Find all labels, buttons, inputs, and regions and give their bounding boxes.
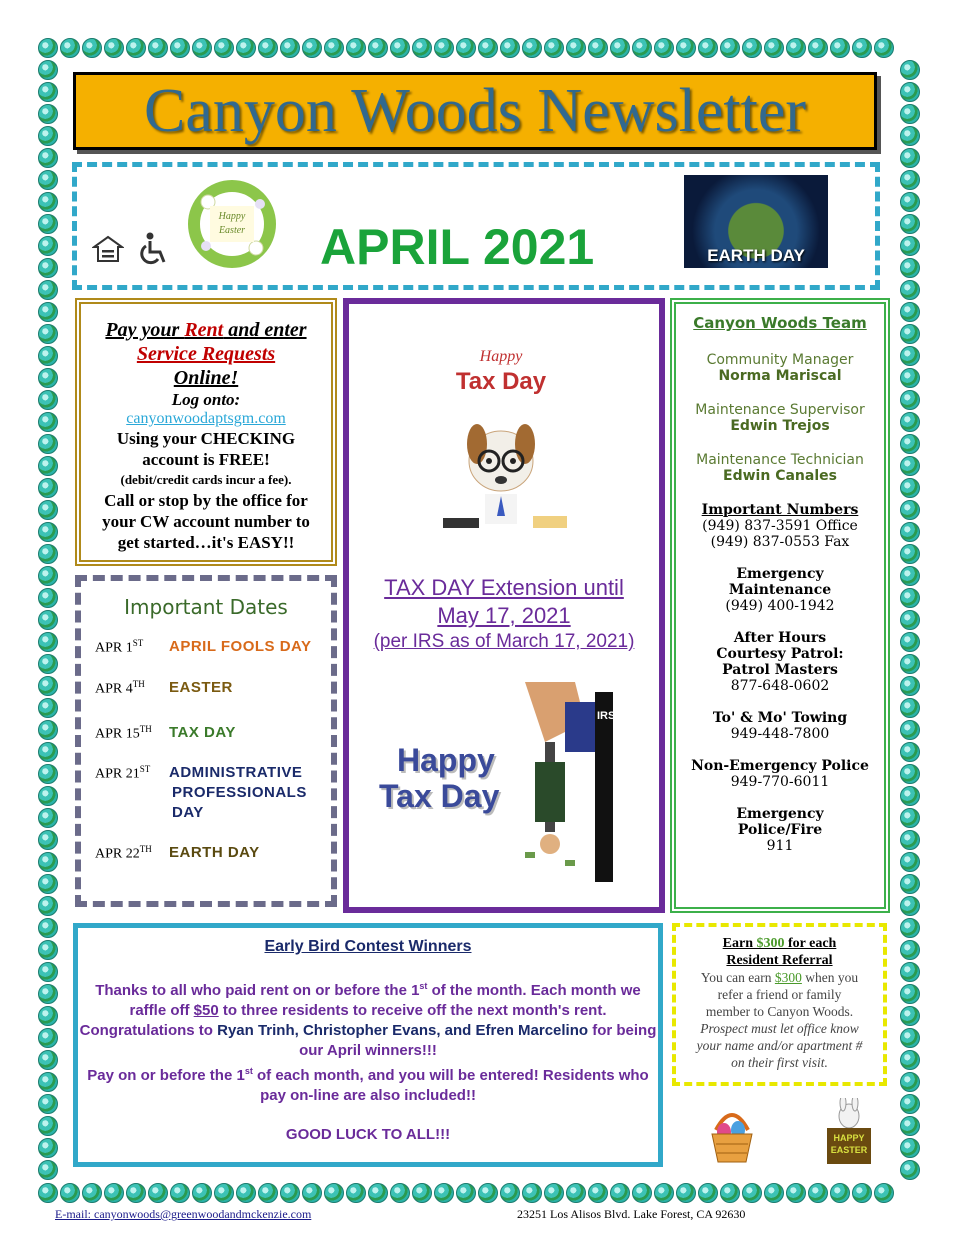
globe-icon (900, 742, 920, 762)
globe-icon (38, 830, 58, 850)
irs-label: IRS (597, 710, 616, 722)
globe-icon (500, 38, 520, 58)
globe-icon (38, 390, 58, 410)
emergency-label-2: Police/Fire (737, 822, 823, 838)
globe-icon (544, 1183, 564, 1203)
tax-headline-3: (per IRS as of March 17, 2021) (373, 631, 635, 652)
rent-link[interactable]: canyonwoodaptsgm.com (126, 410, 286, 427)
earth-day-image (684, 175, 828, 268)
globe-icon (38, 302, 58, 322)
globe-icon (610, 38, 630, 58)
globe-icon (742, 1183, 762, 1203)
globe-icon (38, 1183, 58, 1203)
early-bird-contest-box (73, 923, 663, 1167)
globe-icon (38, 544, 58, 564)
rent-line3: Online! (173, 367, 239, 389)
team-heading: Canyon Woods Team (693, 314, 867, 332)
globe-icon (720, 38, 740, 58)
date-event: EARTH DAY (169, 844, 260, 861)
globe-icon (900, 874, 920, 894)
referral-heading-2: Resident Referral (726, 953, 833, 968)
globe-icon (900, 632, 920, 652)
globe-icon (900, 522, 920, 542)
globe-icon (434, 1183, 454, 1203)
globe-icon (126, 38, 146, 58)
tax-day-box (343, 298, 665, 913)
globe-icon (786, 1183, 806, 1203)
globe-icon (38, 324, 58, 344)
referral-line4: Prospect must let office know (700, 1021, 859, 1036)
dates-heading: Important Dates (124, 595, 288, 619)
globe-icon (38, 434, 58, 454)
globe-icon (900, 104, 920, 124)
globe-icon (522, 1183, 542, 1203)
canyon-woods-team-box (670, 298, 890, 913)
footer-email-link[interactable]: E-mail: canyonwoods@greenwoodandmckenzie.com (55, 1207, 312, 1221)
referral-box (672, 923, 887, 1086)
globe-icon (900, 830, 920, 850)
globe-icon (874, 38, 894, 58)
earth-day-label: EARTH DAY (707, 246, 805, 265)
globe-icon (126, 1183, 146, 1203)
referral-line6: on their first visit. (731, 1055, 828, 1070)
globe-icon (38, 1072, 58, 1092)
easter-basket-icon (708, 1104, 756, 1164)
globe-icon (148, 1183, 168, 1203)
globe-icon (38, 148, 58, 168)
contest-line4: our April winners!!! (299, 1042, 437, 1059)
globe-icon (900, 610, 920, 630)
globe-icon (38, 918, 58, 938)
important-dates-box (75, 575, 337, 907)
online-payment-box (75, 298, 337, 566)
globe-border-right (900, 60, 920, 1180)
globe-icon (874, 1183, 894, 1203)
date-label: APR 1ST (95, 638, 144, 656)
globe-icon (900, 346, 920, 366)
contest-line5: Pay on or before the 1st of each month, and you will be entered! Residents who (87, 1066, 649, 1084)
rent-line8: Call or stop by the office for (104, 491, 308, 510)
globe-icon (280, 1183, 300, 1203)
date-event: EASTER (169, 679, 233, 696)
globe-icon (38, 522, 58, 542)
rent-line9: your CW account number to (102, 512, 310, 531)
globe-icon (38, 786, 58, 806)
globe-icon (38, 1050, 58, 1070)
globe-icon (676, 38, 696, 58)
contest-heading: Early Bird Contest Winners (264, 938, 472, 955)
globe-icon (900, 1094, 920, 1114)
globe-icon (900, 764, 920, 784)
card-happy-text: Happy (479, 348, 523, 365)
globe-icon (544, 38, 564, 58)
card-title-text: Tax Day (455, 368, 547, 395)
happy-easter-sign-image (825, 1098, 873, 1166)
globe-icon (38, 192, 58, 212)
after-hours-3: Patrol Masters (722, 662, 838, 678)
globe-icon (900, 896, 920, 916)
referral-line1: You can earn $300 when you (700, 970, 859, 985)
globe-icon (38, 808, 58, 828)
date-event: ADMINISTRATIVE PROFESSIONALS DAY (169, 764, 307, 821)
globe-icon (566, 38, 586, 58)
globe-icon (900, 280, 920, 300)
globe-icon (900, 1138, 920, 1158)
globe-icon (214, 38, 234, 58)
globe-icon (632, 38, 652, 58)
month-title: APRIL 2021 (320, 219, 595, 275)
globe-icon (478, 1183, 498, 1203)
globe-icon (302, 38, 322, 58)
rent-line7: (debit/credit cards incur a fee). (120, 472, 292, 487)
globe-icon (302, 1183, 322, 1203)
footer-address: 23251 Los Alisos Blvd. Lake Forest, CA 92630 (517, 1207, 746, 1221)
emerg-maint-label-2: Maintenance (728, 582, 832, 598)
globe-icon (38, 1138, 58, 1158)
globe-icon (852, 38, 872, 58)
team-name-supervisor: Edwin Trejos (730, 418, 830, 434)
globe-icon (720, 1183, 740, 1203)
globe-icon (456, 1183, 476, 1203)
rent-line6: account is FREE! (142, 450, 270, 469)
globe-icon (900, 148, 920, 168)
easter-sign-easter: EASTER (830, 1145, 868, 1155)
team-name-technician: Edwin Canales (723, 468, 837, 484)
globe-icon (900, 1028, 920, 1048)
globe-icon (368, 38, 388, 58)
globe-icon (346, 38, 366, 58)
globe-icon (764, 38, 784, 58)
referral-line2: refer a friend or family (717, 987, 842, 1002)
globe-border-bottom (38, 1183, 894, 1203)
globe-icon (900, 654, 920, 674)
globe-icon (214, 1183, 234, 1203)
globe-icon (38, 280, 58, 300)
globe-icon (82, 38, 102, 58)
globe-icon (170, 1183, 190, 1203)
towing-label: To' & Mo' Towing (712, 710, 848, 726)
globe-icon (236, 1183, 256, 1203)
globe-icon (900, 1006, 920, 1026)
globe-icon (324, 1183, 344, 1203)
team-role-technician: Maintenance Technician (696, 452, 864, 468)
globe-icon (192, 38, 212, 58)
globe-icon (38, 984, 58, 1004)
globe-icon (808, 38, 828, 58)
globe-icon (900, 82, 920, 102)
dog-with-glasses-icon (441, 406, 571, 536)
globe-icon (676, 1183, 696, 1203)
globe-icon (588, 38, 608, 58)
globe-icon (786, 38, 806, 58)
globe-icon (38, 742, 58, 762)
globe-icon (170, 38, 190, 58)
globe-icon (324, 38, 344, 58)
globe-icon (390, 1183, 410, 1203)
rent-logon: Log onto: (171, 390, 241, 409)
date-event: TAX DAY (169, 724, 236, 741)
date-label: APR 4TH (95, 679, 145, 697)
globe-icon (38, 214, 58, 234)
globe-icon (900, 808, 920, 828)
globe-icon (698, 38, 718, 58)
happy-tax-day-image (375, 682, 637, 892)
globe-icon (830, 38, 850, 58)
globe-icon (742, 38, 762, 58)
globe-icon (522, 38, 542, 58)
team-role-supervisor: Maintenance Supervisor (695, 402, 865, 418)
globe-icon (104, 1183, 124, 1203)
globe-icon (38, 874, 58, 894)
date-label: APR 21ST (95, 764, 151, 782)
rent-line1: Pay your Rent and enter (105, 319, 307, 341)
globe-icon (900, 786, 920, 806)
date-label: APR 15TH (95, 724, 152, 742)
globe-icon (500, 1183, 520, 1203)
towing-number: 949-448-7800 (730, 726, 830, 742)
tax-headline-1: TAX DAY Extension until (384, 575, 624, 600)
globe-icon (900, 170, 920, 190)
globe-icon (412, 1183, 432, 1203)
contest-line6: pay on-line are also included!! (260, 1087, 476, 1104)
tax-headline-2: May 17, 2021 (437, 603, 571, 628)
globe-icon (654, 1183, 674, 1203)
equal-housing-icon (92, 235, 124, 267)
globe-icon (698, 1183, 718, 1203)
rent-line5: Using your CHECKING (116, 429, 296, 448)
globe-icon (38, 1094, 58, 1114)
globe-icon (368, 1183, 388, 1203)
globe-icon (38, 654, 58, 674)
globe-border-left (38, 60, 58, 1180)
globe-icon (38, 676, 58, 696)
globe-icon (60, 38, 80, 58)
globe-icon (38, 764, 58, 784)
globe-icon (478, 38, 498, 58)
emergency-label-1: Emergency (736, 806, 824, 822)
globe-icon (38, 346, 58, 366)
office-number: (949) 837-3591 Office (702, 518, 858, 534)
globe-icon (900, 962, 920, 982)
emerg-maint-number: (949) 400-1942 (725, 598, 835, 614)
globe-icon (38, 852, 58, 872)
globe-icon (900, 214, 920, 234)
referral-heading: Earn $300 for each (722, 936, 837, 951)
globe-icon (82, 1183, 102, 1203)
globe-icon (38, 962, 58, 982)
globe-icon (632, 1183, 652, 1203)
globe-icon (900, 456, 920, 476)
globe-icon (38, 412, 58, 432)
wheelchair-icon (136, 232, 168, 268)
globe-icon (38, 478, 58, 498)
globe-icon (390, 38, 410, 58)
globe-icon (38, 258, 58, 278)
globe-icon (588, 1183, 608, 1203)
easter-wreath-image (186, 178, 278, 270)
globe-border-top (38, 38, 894, 58)
globe-icon (900, 918, 920, 938)
globe-icon (900, 192, 920, 212)
globe-icon (900, 566, 920, 586)
globe-icon (900, 720, 920, 740)
globe-icon (654, 38, 674, 58)
contest-line1: Thanks to all who paid rent on or before the 1st of the month. Each month we (95, 981, 641, 999)
globe-icon (434, 38, 454, 58)
globe-icon (900, 60, 920, 80)
globe-icon (38, 632, 58, 652)
globe-icon (900, 324, 920, 344)
globe-icon (38, 38, 58, 58)
globe-icon (900, 698, 920, 718)
globe-icon (38, 82, 58, 102)
team-name-manager: Norma Mariscal (718, 368, 842, 384)
image2-happy: Happy (397, 742, 495, 778)
globe-icon (148, 38, 168, 58)
globe-icon (900, 258, 920, 278)
contest-line2: raffle off $50 to three residents to receive off the next month's rent. (129, 1002, 607, 1019)
date-label: APR 22TH (95, 844, 152, 862)
referral-line5: your name and/or apartment # (696, 1038, 863, 1053)
after-hours-number: 877-648-0602 (730, 678, 830, 694)
globe-icon (280, 38, 300, 58)
globe-icon (38, 1160, 58, 1180)
numbers-heading: Important Numbers (701, 502, 859, 518)
globe-icon (900, 434, 920, 454)
globe-icon (566, 1183, 586, 1203)
globe-icon (192, 1183, 212, 1203)
fax-number: (949) 837-0553 Fax (710, 534, 850, 550)
globe-icon (900, 412, 920, 432)
globe-icon (900, 984, 920, 1004)
globe-icon (900, 368, 920, 388)
globe-icon (38, 1116, 58, 1136)
globe-icon (610, 1183, 630, 1203)
globe-icon (808, 1183, 828, 1203)
globe-icon (764, 1183, 784, 1203)
globe-icon (900, 544, 920, 564)
globe-icon (38, 1028, 58, 1048)
police-number: 949-770-6011 (730, 774, 830, 790)
team-role-manager: Community Manager (706, 352, 854, 368)
globe-icon (852, 1183, 872, 1203)
tax-day-card-image (421, 336, 581, 536)
globe-icon (38, 1006, 58, 1026)
globe-icon (60, 1183, 80, 1203)
globe-icon (38, 566, 58, 586)
emergency-number: 911 (766, 838, 794, 854)
globe-icon (900, 1160, 920, 1180)
globe-icon (346, 1183, 366, 1203)
globe-icon (900, 1116, 920, 1136)
after-hours-1: After Hours (733, 630, 827, 646)
easter-sign-happy: HAPPY (833, 1133, 865, 1143)
globe-icon (38, 368, 58, 388)
globe-icon (104, 38, 124, 58)
image2-taxday: Tax Day (379, 778, 500, 814)
globe-icon (900, 500, 920, 520)
globe-icon (412, 38, 432, 58)
globe-icon (900, 676, 920, 696)
wreath-text-easter: Easter (218, 225, 246, 236)
globe-icon (38, 896, 58, 916)
after-hours-2: Courtesy Patrol: (716, 646, 844, 662)
newsletter-title: Canyon Woods Newsletter (144, 77, 806, 145)
globe-icon (900, 126, 920, 146)
globe-icon (38, 170, 58, 190)
globe-icon (830, 1183, 850, 1203)
date-event: APRIL FOOLS DAY (169, 638, 312, 655)
globe-icon (38, 720, 58, 740)
wreath-text-happy: Happy (218, 211, 246, 222)
globe-icon (456, 38, 476, 58)
newsletter-title-box (73, 72, 877, 150)
globe-icon (900, 588, 920, 608)
globe-icon (38, 236, 58, 256)
globe-icon (900, 1072, 920, 1092)
globe-icon (900, 478, 920, 498)
globe-icon (258, 38, 278, 58)
globe-icon (38, 500, 58, 520)
police-label: Non-Emergency Police (691, 758, 869, 774)
globe-icon (900, 852, 920, 872)
globe-icon (900, 940, 920, 960)
globe-icon (38, 456, 58, 476)
globe-icon (900, 236, 920, 256)
globe-icon (38, 610, 58, 630)
emerg-maint-label-1: Emergency (736, 566, 824, 582)
referral-line3: member to Canyon Woods. (705, 1004, 854, 1019)
globe-icon (900, 1050, 920, 1070)
globe-icon (900, 302, 920, 322)
contest-line3: Congratulations to Ryan Trinh, Christopher Evans, and Efren Marcelino for being (79, 1022, 657, 1039)
rent-line10: get started…it's EASY!! (117, 533, 295, 552)
globe-icon (38, 588, 58, 608)
globe-icon (236, 38, 256, 58)
globe-icon (900, 390, 920, 410)
globe-icon (38, 698, 58, 718)
globe-icon (38, 940, 58, 960)
globe-icon (38, 60, 58, 80)
globe-icon (38, 104, 58, 124)
globe-icon (258, 1183, 278, 1203)
globe-icon (38, 126, 58, 146)
contest-closing: GOOD LUCK TO ALL!!! (285, 1126, 451, 1143)
rent-line2: Service Requests (136, 343, 276, 365)
